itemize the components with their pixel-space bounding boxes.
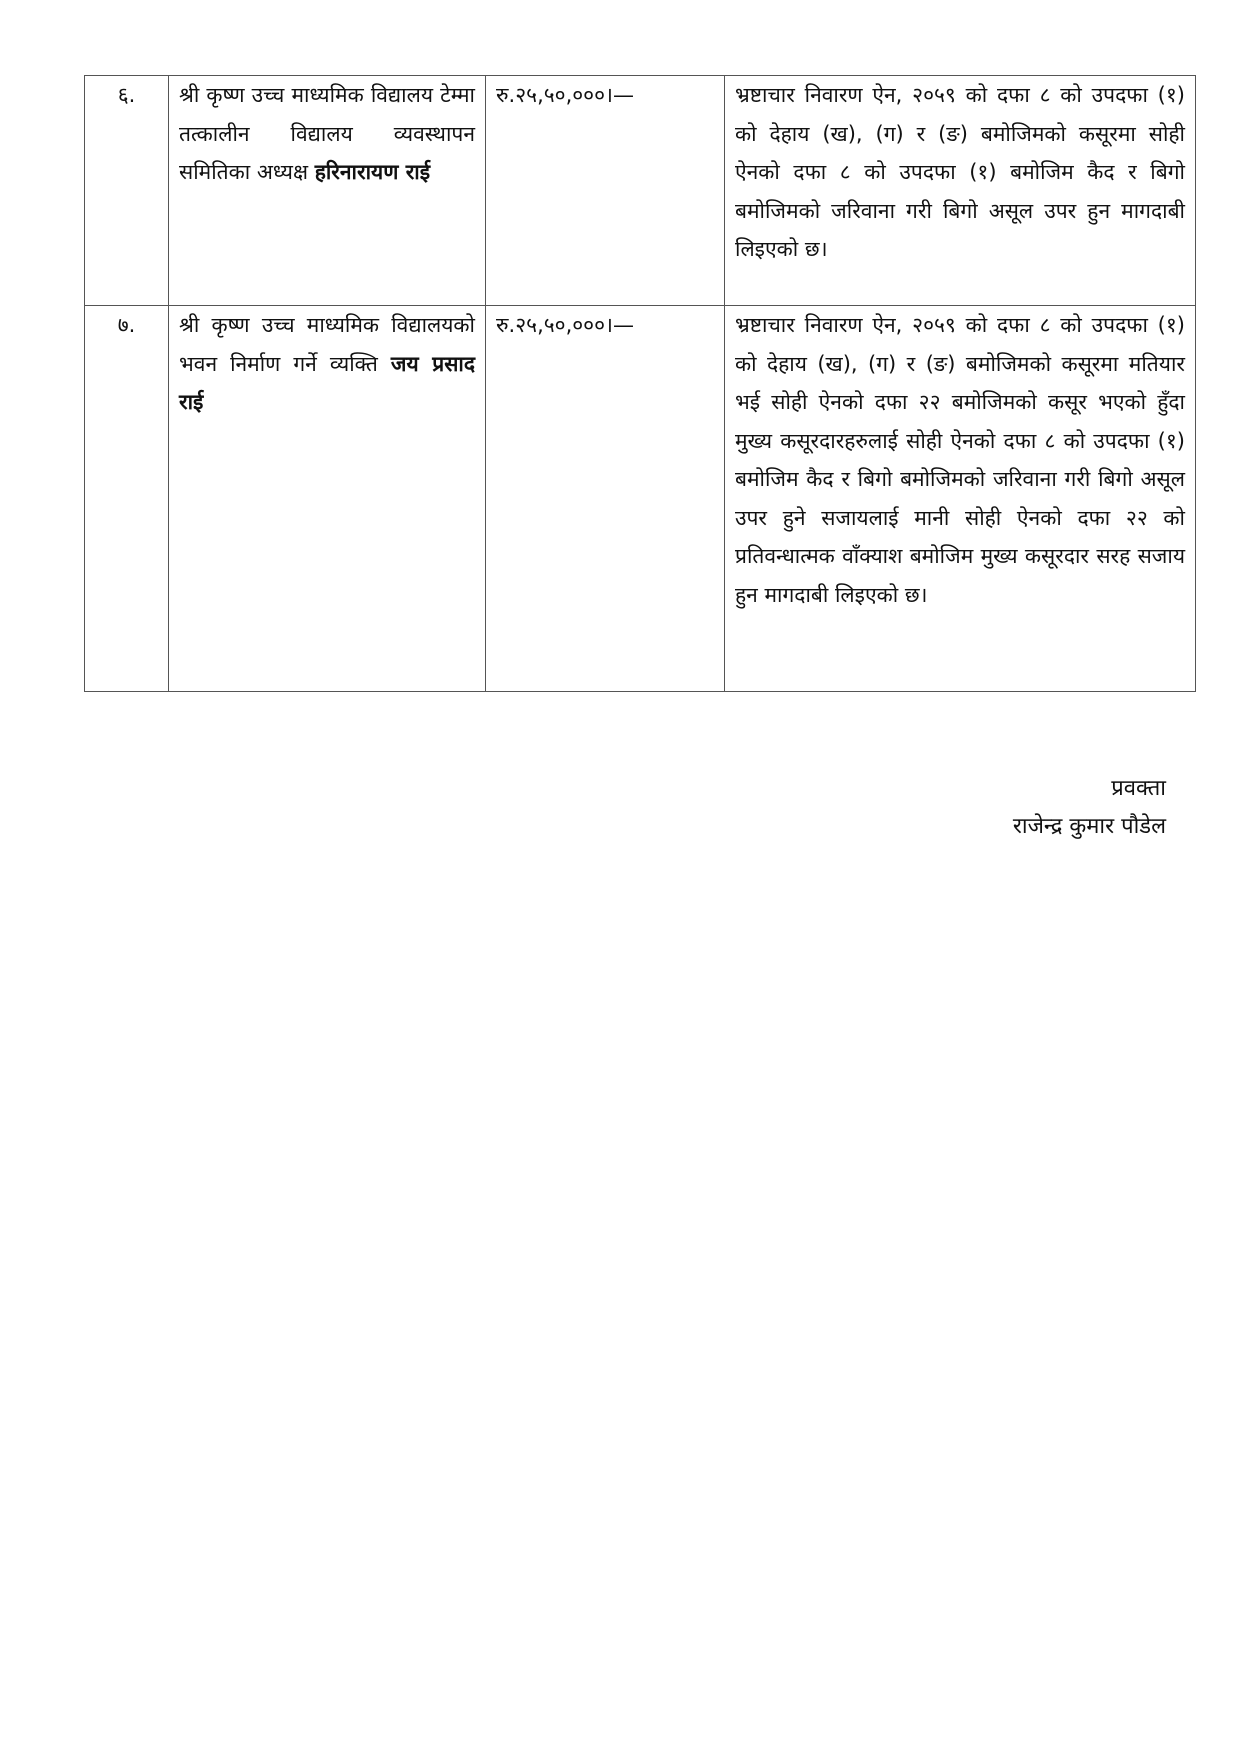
signature-block	[1013, 770, 1166, 846]
claim-amount: रु.२५,५०,०००।—	[486, 306, 725, 692]
accused-cell	[169, 306, 486, 692]
case-table	[84, 75, 1196, 692]
accused-name: हरिनारायण राई	[314, 160, 431, 184]
accused-description: श्री कृष्ण उच्च माध्यमिक विद्यालयको भवन निर्माण गर्ने व्यक्ति	[179, 313, 475, 376]
claim-text: भ्रष्टाचार निवारण ऐन, २०५९ को दफा ८ को उपदफा (१) को देहाय (ख), (ग) र (ङ) बमोजिमको कसूरमा मतियार भई सोही ऐनको दफा २२ बमोजिमको कसूर भएको हुँदा मुख्य कसूरदारहरुलाई सोही ऐनको दफा ८ को उपदफा (१) बमोजिम कैद र बिगो बमोजिमको जरिवाना गरी बिगो असूल उपर हुने सजायलाई मानी सोही ऐनको दफा २२ को प्रतिवन्धात्मक वाँक्याश बमोजिम मुख्य कसूरदार सरह सजाय हुन मागदाबी लिइएको छ।	[725, 306, 1196, 692]
signature-name: राजेन्द्र कुमार पौडेल	[1012, 814, 1166, 839]
table-row	[85, 76, 1196, 306]
claim-text: भ्रष्टाचार निवारण ऐन, २०५९ को दफा ८ को उपदफा (१) को देहाय (ख), (ग) र (ङ) बमोजिमको कसूरमा सोही ऐनको दफा ८ को उपदफा (१) बमोजिम कैद र बिगो बमोजिमको जरिवाना गरी बिगो असूल उपर हुन मागदाबी लिइएको छ।	[725, 76, 1196, 306]
accused-description: श्री कृष्ण उच्च माध्यमिक विद्यालय टेम्मा तत्कालीन विद्यालय व्यवस्थापन समितिका अध्यक्ष	[179, 83, 475, 184]
serial-number: ७.	[85, 306, 169, 692]
serial-number: ६.	[85, 76, 169, 306]
accused-name: जय प्रसाद राई	[179, 351, 475, 414]
accused-cell	[169, 76, 486, 306]
table-row	[85, 306, 1196, 692]
signature-title: प्रवक्ता	[1111, 776, 1166, 801]
claim-amount: रु.२५,५०,०००।—	[486, 76, 725, 306]
